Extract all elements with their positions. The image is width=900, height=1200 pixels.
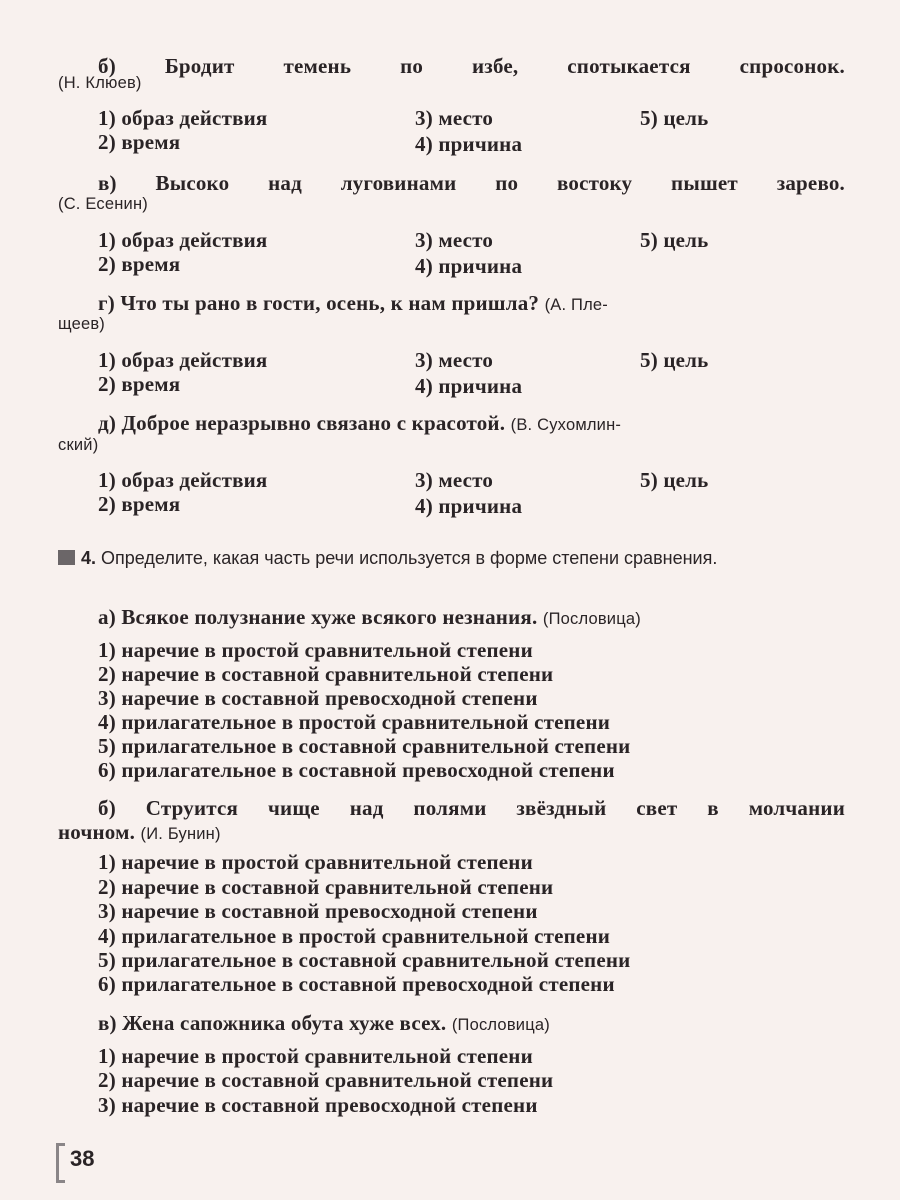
option: 5) цель [640, 106, 709, 130]
option: 4) прилагательное в простой сравнительной степени [98, 710, 611, 734]
option: 1) наречие в простой сравнительной степени [98, 850, 533, 874]
option: 3) место [415, 348, 494, 372]
option: 5) цель [640, 228, 709, 252]
sentence-4b-cont: ночном. (И. Бунин) [58, 820, 221, 844]
source-v: (С. Есенин) [58, 195, 148, 213]
option: 5) цель [640, 468, 709, 492]
source-g: (А. Пле- [544, 296, 608, 314]
option: 4) прилагательное в простой сравнительной степени [98, 924, 611, 948]
sentence-b: б) Бродит темень по избе, спотыкается спросонок. [98, 54, 845, 78]
source-d: (В. Сухомлин- [510, 416, 622, 434]
option: 1) образ действия [98, 348, 268, 372]
option: 3) наречие в составной превосходной степени [98, 899, 538, 923]
option: 5) цель [640, 348, 709, 372]
page-number: 38 [70, 1146, 95, 1171]
option: 2) время [98, 372, 181, 396]
option: 1) наречие в простой сравнительной степени [98, 638, 533, 662]
source-d-cont: ский) [58, 436, 99, 454]
option: 2) время [98, 252, 181, 276]
sentence-d: д) Доброе неразрывно связано с красотой. (В. Сухомлин- [98, 411, 622, 435]
option: 5) прилагательное в составной сравнительной степени [98, 948, 631, 972]
option: 6) прилагательное в составной превосходной степени [98, 972, 615, 996]
option: 4) причина [415, 254, 523, 278]
option: 2) наречие в составной сравнительной степени [98, 1068, 554, 1092]
option: 4) причина [415, 494, 523, 518]
option: 1) образ действия [98, 106, 268, 130]
sentence-4v: в) Жена сапожника обута хуже всех. (Пословица) [98, 1011, 550, 1035]
sentence-4a: а) Всякое полузнание хуже всякого незнания. (Пословица) [98, 605, 641, 629]
source-g-cont: щеев) [58, 315, 106, 333]
sentence-4b: б) Струится чище над полями звёздный свет в молчании [98, 796, 845, 820]
option: 3) место [415, 468, 494, 492]
option: 2) наречие в составной сравнительной степени [98, 875, 554, 899]
option: 1) образ действия [98, 228, 268, 252]
option: 3) место [415, 106, 494, 130]
option: 3) место [415, 228, 494, 252]
sentence-g: г) Что ты рано в гости, осень, к нам пришла? (А. Пле- [98, 291, 608, 315]
option: 4) причина [415, 132, 523, 156]
option: 2) время [98, 492, 181, 516]
source-b: (Н. Клюев) [58, 74, 142, 92]
task-4-instruction: 4. Определите, какая часть речи используется в форме степени сравнения. [58, 547, 843, 570]
option: 2) наречие в составной сравнительной степени [98, 662, 554, 686]
option: 5) прилагательное в составной сравнительной степени [98, 734, 631, 758]
option: 1) образ действия [98, 468, 268, 492]
option: 6) прилагательное в составной превосходной степени [98, 758, 615, 782]
sentence-v: в) Высоко над луговинами по востоку пышет зарево. [98, 171, 845, 195]
option: 3) наречие в составной превосходной степени [98, 686, 538, 710]
option: 3) наречие в составной превосходной степени [98, 1093, 538, 1117]
option: 1) наречие в простой сравнительной степени [98, 1044, 533, 1068]
option: 2) время [98, 130, 181, 154]
task-marker-icon [58, 550, 75, 565]
option: 4) причина [415, 374, 523, 398]
